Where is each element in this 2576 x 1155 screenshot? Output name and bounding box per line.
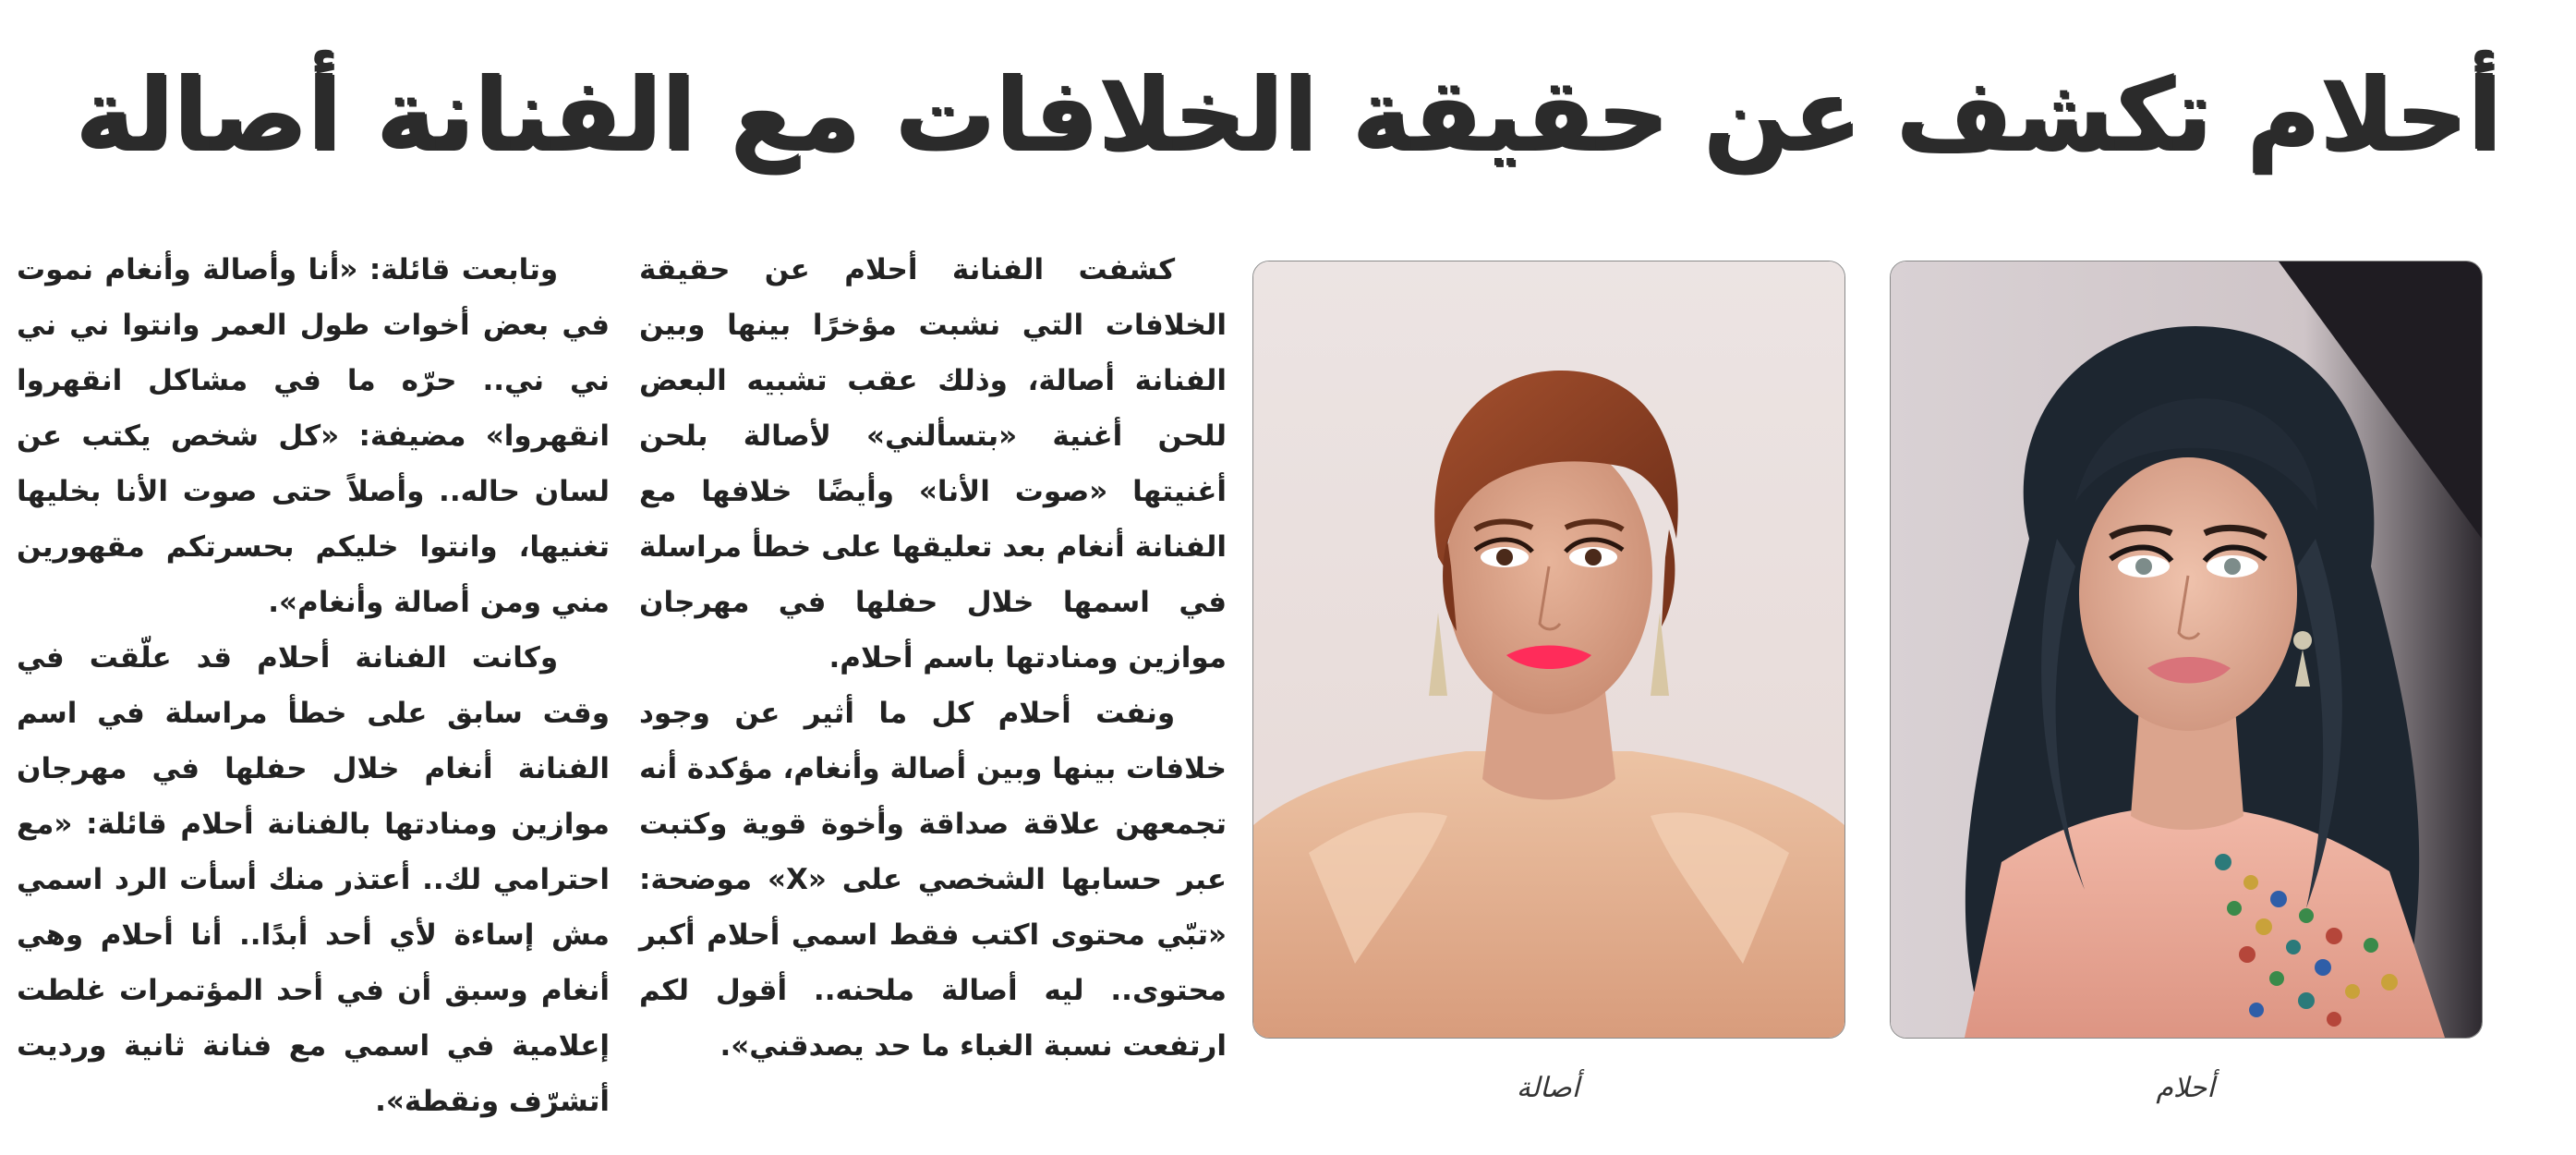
photo-ahlam (1890, 261, 2483, 1039)
article-column-middle (639, 242, 1227, 1074)
caption-ahlam: أحلام (2156, 1072, 2215, 1104)
portrait-ahlam-image (1891, 261, 2482, 1038)
paragraph: وتابعت قائلة: «أنا وأصالة وأنغام نموت في بعض أخوات طول العمر وانتوا ني ني ني ني.. حرّه ما في مشاكل انقهروا انقهروا» مضيفة: «كل شخص يكتب عن لسان حاله.. وأصلاً حتى صوت الأنا بخليها تغنيها، وانتوا خليكم بحسرتكم مقهورين مني ومن أصالة وأنغام». (17, 253, 610, 619)
paragraph: ونفت أحلام كل ما أثير عن وجود خلافات بينها وبين أصالة وأنغام، مؤكدة أنه تجمعهن علاقة صداقة وأخوة قوية وكتبت عبر حسابها الشخصي على «X» موضحة: «تبّي محتوى اكتب فقط اسمي أحلام أكبر محتوى.. ليه أصالة ملحنه.. أقول لكم ارتفعت نسبة الغباء ما حد يصدقني». (639, 697, 1227, 1063)
headline: أحلام تكشف عن حقيقة الخلافات مع الفنانة أصالة (75, 57, 2501, 173)
photo-asala (1252, 261, 1845, 1039)
caption-asala: أصالة (1516, 1072, 1580, 1104)
paragraph: كشفت الفنانة أحلام عن حقيقة الخلافات التي نشبت مؤخرًا بينها وبين الفنانة أصالة، وذلك عقب تشبيه البعض للحن أغنية «بتسألني» لأصالة بلحن أغنيتها «صوت الأنا» وأيضًا خلافها مع الفنانة أنغام بعد تعليقها على خطأ مراسلة في اسمها خلال حفلها في مهرجان موازين ومنادتها باسم أحلام. (639, 253, 1227, 675)
paragraph: وكانت الفنانة أحلام قد علّقت في وقت سابق على خطأ مراسلة في اسم الفنانة أنغام خلال حفلها في مهرجان موازين ومنادتها بالفنانة أحلام قائلة: «مع احترامي لك.. أعتذر منك أسأت الرد اسمي مش إساءة لأي أحد أبدًا.. أنا أحلام وهي أنغام وسبق أن في أحد المؤتمرات غلطت إعلامية في اسمي مع فنانة ثانية ورديت أتشرّف ونقطة». (17, 641, 610, 1118)
article-column-left (17, 242, 610, 1129)
portrait-asala-image (1253, 261, 1844, 1038)
